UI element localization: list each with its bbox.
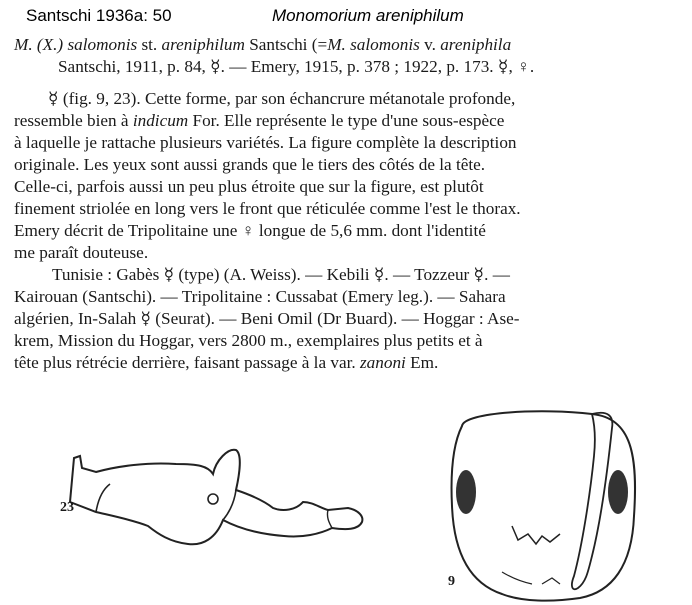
- variety-epithet: areniphila: [440, 35, 512, 54]
- paragraph-2-line-2: Kairouan (Santschi). — Tripolitaine : Cussabat (Emery leg.). — Sahara: [14, 287, 506, 306]
- paragraph-1-line-8: me paraît douteuse.: [14, 243, 149, 262]
- variety-text: v.: [419, 35, 441, 54]
- leg-line: [96, 484, 110, 512]
- species-epithet: salomonis: [67, 35, 138, 54]
- text-run: Em.: [405, 353, 439, 372]
- description-text: [14, 34, 674, 374]
- paragraph-1-line-1: ☿ (fig. 9, 23). Cette forme, par son échancrure métanotale profonde,: [48, 89, 516, 108]
- spiracle-circle: [208, 494, 218, 504]
- paragraph-1-line-6: finement striolée en long vers le front que réticulée comme l'est le thorax.: [14, 199, 521, 218]
- figure-23-label: 23: [60, 500, 74, 515]
- citation-reference: Santschi 1936a: 50: [26, 6, 172, 25]
- head-outline: [451, 411, 635, 600]
- paragraph-2-line-3: algérien, In-Salah ☿ (Seurat). — Beni Omil (Dr Buard). — Hoggar : Ase-: [14, 309, 520, 328]
- genus-abbrev: M. (X.): [14, 35, 68, 54]
- paragraph-1-line-5: Celle-ci, parfois aussi un peu plus étroite que sur la figure, est plutôt: [14, 177, 484, 196]
- figure-9-head-drawing: [442, 406, 642, 602]
- page-header: [0, 6, 692, 30]
- author-text: Santschi (=: [244, 35, 328, 54]
- mandible-line: [502, 572, 560, 584]
- node-line: [223, 490, 236, 520]
- clypeus-line: [512, 526, 560, 544]
- gaster-line: [327, 510, 332, 528]
- species-name: Monomorium areniphilum: [272, 6, 464, 25]
- paragraph-1-line-7: Emery décrit de Tripolitaine une ♀ longue de 5,6 mm. dont l'identité: [14, 221, 486, 240]
- figure-23-profile-drawing: [58, 438, 378, 558]
- text-run: tête plus rétrécie derrière, faisant passage à la var.: [14, 353, 360, 372]
- paragraph-2-line-5: [14, 352, 674, 374]
- text-run: ressemble bien à: [14, 111, 133, 130]
- synonymy-line-1: [14, 34, 674, 56]
- synonym-name: M. salomonis: [327, 35, 420, 54]
- paragraph-2-line-1: Tunisie : Gabès ☿ (type) (A. Weiss). — Kebili ☿. — Tozzeur ☿. —: [52, 265, 510, 284]
- ant-body-outline: [70, 450, 362, 545]
- right-eye: [608, 470, 628, 514]
- rank-text: st.: [137, 35, 162, 54]
- variety-name: zanoni: [359, 353, 406, 372]
- synonymy-line-2: Santschi, 1911, p. 84, ☿. — Emery, 1915, p. 378 ; 1922, p. 173. ☿, ♀.: [58, 57, 535, 76]
- text-run: For. Elle représente le type d'une sous-espèce: [188, 111, 505, 130]
- compared-species: indicum: [132, 111, 189, 130]
- paragraph-1-line-2: [14, 110, 674, 132]
- subspecies-epithet: areniphilum: [161, 35, 245, 54]
- figure-9-label: 9: [448, 574, 455, 589]
- paragraph-2-line-4: krem, Mission du Hoggar, vers 2800 m., exemplaires plus petits et à: [14, 331, 483, 350]
- paragraph-1-line-4: originale. Les yeux sont aussi grands que le tiers des côtés de la tête.: [14, 155, 486, 174]
- paragraph-1-line-3: à laquelle je rattache plusieurs variétés. La figure complète la description: [14, 133, 517, 152]
- left-eye: [456, 470, 476, 514]
- antenna-scape: [572, 413, 612, 589]
